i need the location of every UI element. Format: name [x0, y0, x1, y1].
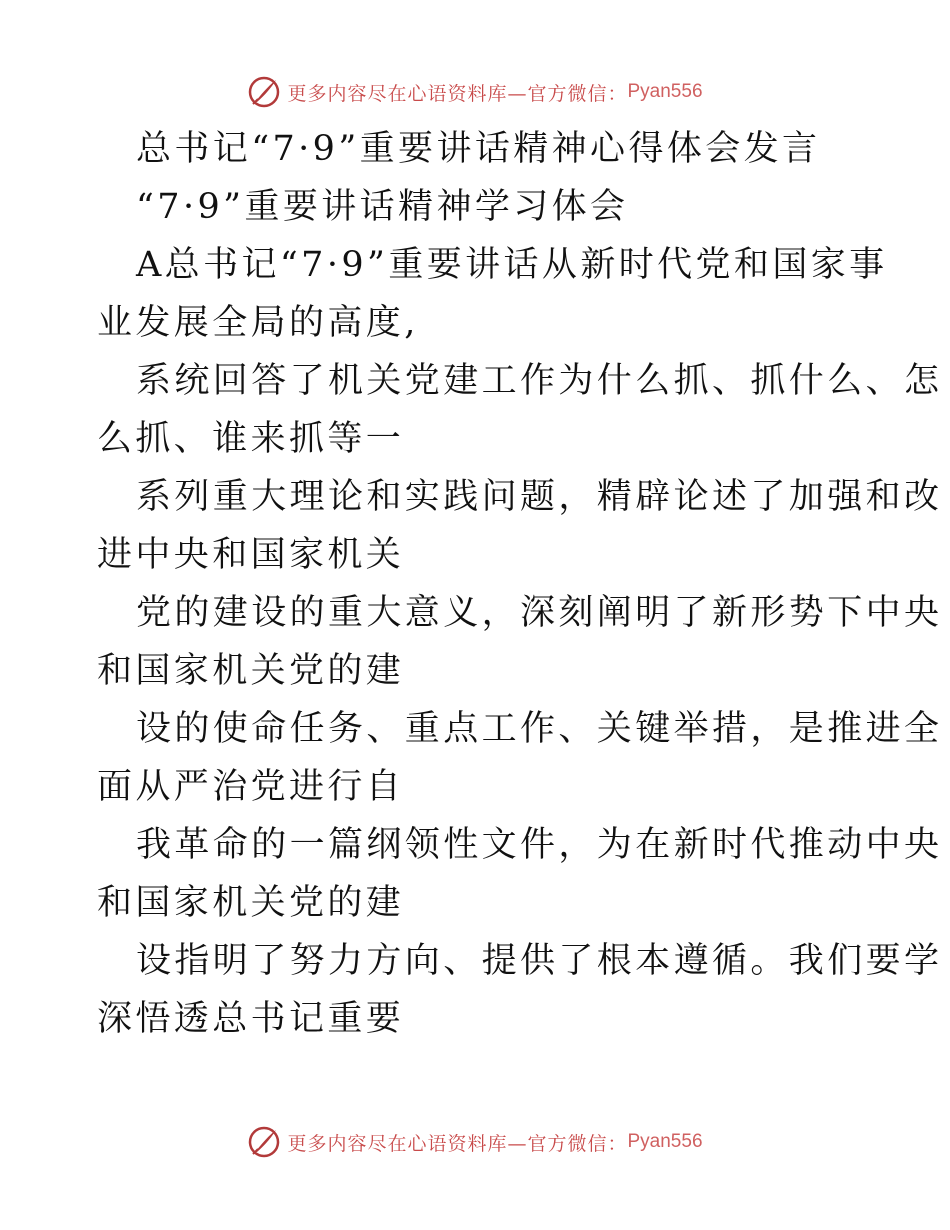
paragraph-line: 设的使命任务、重点工作、关键举措，是推进全 — [136, 709, 943, 749]
document-body — [97, 120, 943, 1048]
paragraph-line: 系列重大理论和实践问题，精辟论述了加强和改 — [136, 477, 943, 517]
paragraph-line: 深悟透总书记重要 — [97, 999, 405, 1039]
paragraph-line: 系统回答了机关党建工作为什么抓、抓什么、怎 — [136, 361, 943, 401]
quill-pen-logo-icon — [247, 1125, 281, 1159]
paragraph-line: A总书记“7·9”重要讲话从新时代党和国家事 — [136, 245, 888, 285]
paragraph-line: 设指明了努力方向、提供了根本遵循。我们要学 — [136, 941, 943, 981]
footer-watermark — [0, 1122, 950, 1162]
watermark-wechat-id: Pyan556 — [627, 1131, 703, 1152]
quill-pen-logo-icon — [247, 75, 281, 109]
document-title: 总书记“7·9”重要讲话精神心得体会发言 — [136, 129, 821, 169]
paragraph-line: 业发展全局的高度, — [97, 303, 419, 343]
watermark-wechat-id: Pyan556 — [627, 81, 703, 102]
paragraph-line: 我革命的一篇纲领性文件，为在新时代推动中央 — [136, 825, 943, 865]
paragraph-line: 面从严治党进行自 — [97, 767, 405, 807]
watermark-text: 更多内容尽在心语资料库—官方微信： — [287, 82, 628, 105]
paragraph-line: 和国家机关党的建 — [97, 883, 405, 923]
paragraph-line: 党的建设的重大意义，深刻阐明了新形势下中央 — [136, 593, 943, 633]
watermark-text: 更多内容尽在心语资料库—官方微信： — [287, 1132, 628, 1155]
paragraph-line: 进中央和国家机关 — [97, 535, 405, 575]
paragraph-line: 么抓、谁来抓等一 — [97, 419, 405, 459]
document-subtitle: “7·9”重要讲话精神学习体会 — [136, 187, 629, 227]
header-watermark — [0, 72, 950, 112]
paragraph-line: 和国家机关党的建 — [97, 651, 405, 691]
